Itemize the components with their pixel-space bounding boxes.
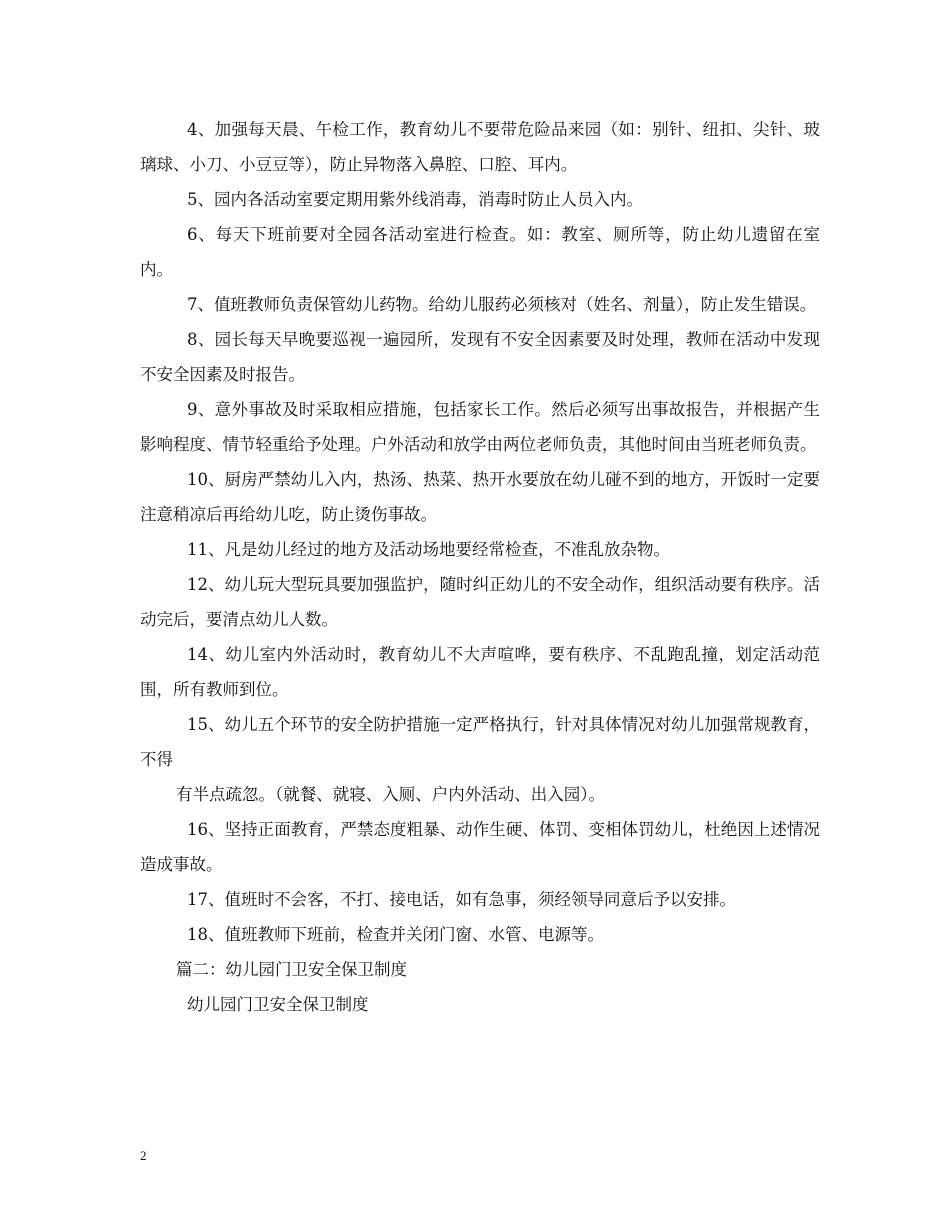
paragraph-item-14: 14、幼儿室内外活动时，教育幼儿不大声喧哗，要有秩序、不乱跑乱撞，划定活动范围，所有教师到位。 <box>140 645 820 699</box>
paragraph-item-7: 7、值班教师负责保管幼儿药物。给幼儿服药必须核对（姓名、剂量），防止发生错误。 <box>187 295 817 314</box>
paragraph-item-15: 15、幼儿五个环节的安全防护措施一定严格执行，针对具体情况对幼儿加强常规教育，不得 <box>140 715 820 769</box>
paragraph-item-12: 12、幼儿玩大型玩具要加强监护，随时纠正幼儿的不安全动作，组织活动要有秩序。活动完后，要清点幼儿人数。 <box>140 575 820 629</box>
section-heading: 篇二：幼儿园门卫安全保卫制度 <box>176 960 407 979</box>
paragraph-item-6: 6、每天下班前要对全园各活动室进行检查。如：教室、厕所等，防止幼儿遗留在室内。 <box>140 225 820 279</box>
paragraph-item-4: 4、加强每天晨、午检工作，教育幼儿不要带危险品来园（如：别针、纽扣、尖针、玻璃球、小刀、小豆豆等），防止异物落入鼻腔、口腔、耳内。 <box>140 120 820 174</box>
paragraph-item-15-continued: 有半点疏忽。（就餐、就寝、入厕、户内外活动、出入园）。 <box>176 785 605 804</box>
paragraph-item-18: 18、值班教师下班前，检查并关闭门窗、水管、电源等。 <box>187 925 604 944</box>
paragraph-item-9: 9、意外事故及时采取相应措施，包括家长工作。然后必须写出事故报告，并根据产生影响程度、情节轻重给予处理。户外活动和放学由两位老师负责，其他时间由当班老师负责。 <box>140 400 820 454</box>
paragraph-item-10: 10、厨房严禁幼儿入内，热汤、热菜、热开水要放在幼儿碰不到的地方，开饭时一定要注意稍凉后再给幼儿吃，防止烫伤事故。 <box>140 470 820 524</box>
document-body <box>140 112 820 1022</box>
paragraph-item-5: 5、园内各活动室要定期用紫外线消毒，消毒时防止人员入内。 <box>187 190 643 209</box>
paragraph-item-16: 16、坚持正面教育，严禁态度粗暴、动作生硬、体罚、变相体罚幼儿，杜绝因上述情况造成事故。 <box>140 820 820 874</box>
section-subheading: 幼儿园门卫安全保卫制度 <box>187 995 369 1014</box>
paragraph-item-17: 17、值班时不会客，不打、接电话，如有急事，须经领导同意后予以安排。 <box>187 890 736 909</box>
paragraph-item-11: 11、凡是幼儿经过的地方及活动场地要经常检查，不准乱放杂物。 <box>187 540 670 559</box>
paragraph-item-8: 8、园长每天早晚要巡视一遍园所，发现有不安全因素要及时处理，教师在活动中发现不安全因素及时报告。 <box>140 330 820 384</box>
page-number: 2 <box>140 1148 147 1163</box>
